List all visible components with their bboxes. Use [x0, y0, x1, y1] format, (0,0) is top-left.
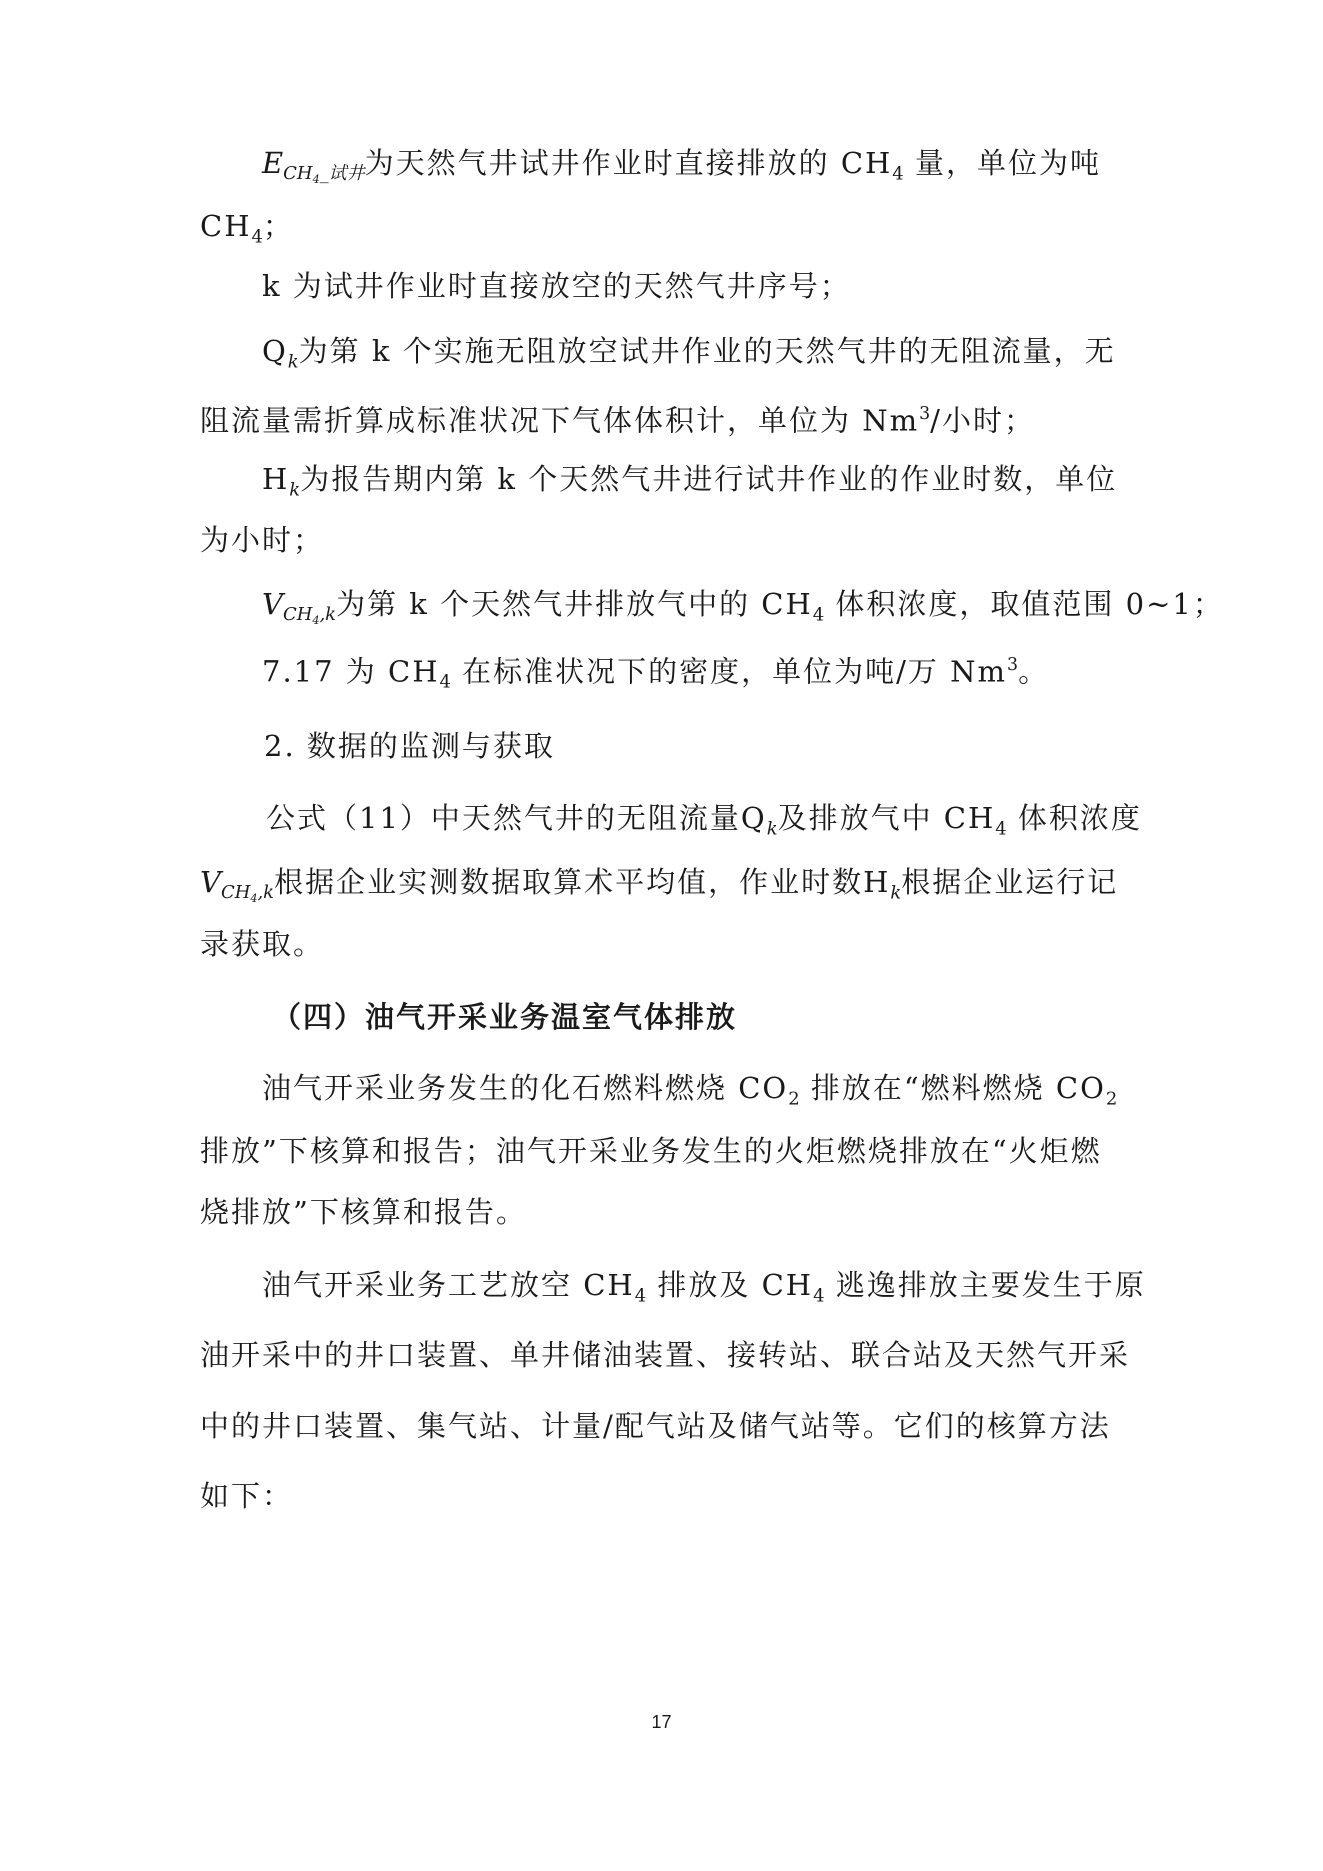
- text: 根据企业运行记: [901, 865, 1119, 899]
- text: 逃逸排放主要发生于原: [824, 1268, 1146, 1302]
- definition-e-ch4: [262, 143, 1101, 200]
- text: 油气开采业务工艺放空 CH: [262, 1268, 635, 1302]
- section2-paragraph-line-2: [200, 862, 1118, 919]
- section2-paragraph-line-1: [266, 798, 1142, 849]
- sub-4: 4: [439, 671, 451, 693]
- section4-p2-line-2: [200, 1335, 1130, 1375]
- section4-p2-line-3: [200, 1406, 1111, 1446]
- definition-density: [262, 645, 1049, 703]
- definition-text: 为第 k 个天然气井排放气中的 CH: [336, 587, 813, 621]
- text: 根据企业实测数据取算术平均值，作业时数H: [274, 865, 891, 899]
- heading-text: （四）油气开采业务温室气体排放: [272, 1000, 738, 1034]
- text: 阻流量需折算成标准状况下气体体积计，单位为 Nm: [200, 403, 920, 438]
- var-v: V: [262, 587, 283, 621]
- sub-4: 4: [634, 1285, 647, 1307]
- sub-4: 4: [892, 163, 904, 185]
- section-heading-2: [264, 726, 555, 766]
- definition-e-ch4-cont: [200, 206, 294, 257]
- page-number: 17: [651, 1712, 672, 1732]
- text: 在标准状况下的密度，单位为吨/万 Nm: [450, 654, 1008, 689]
- sub-shijing: _试井: [319, 163, 365, 185]
- text: 。: [1018, 654, 1050, 689]
- text: 体积浓度: [1006, 801, 1142, 835]
- definition-text: 为天然气井试井作业时直接排放的 CH: [364, 146, 893, 180]
- sub-ch: CH: [282, 604, 313, 626]
- definition-q: [262, 331, 1116, 382]
- sub-ch: CH: [220, 882, 251, 904]
- text: 公式（11）中天然气井的无阻流量Q: [266, 801, 767, 835]
- var-q: Q: [262, 334, 288, 368]
- definition-text: 为报告期内第 k 个天然气井进行试井作业的作业时数，单位: [300, 462, 1118, 496]
- section4-p2-line-1: [262, 1265, 1146, 1316]
- sub-k: ,k: [319, 604, 337, 626]
- text: 烧排放”下核算和报告。: [200, 1195, 527, 1229]
- sub-2: 2: [1105, 1088, 1118, 1110]
- section4-p1-line-2: [200, 1131, 1102, 1171]
- definition-h-cont: [200, 520, 324, 560]
- sub-k: ,k: [257, 882, 275, 904]
- var-v: V: [200, 865, 221, 899]
- heading-text: 2. 数据的监测与获取: [264, 729, 555, 763]
- section4-p2-line-4: [200, 1476, 293, 1516]
- definition-text: 体积浓度，取值范围 0~1；: [824, 587, 1224, 621]
- definition-q-cont: [200, 394, 1035, 440]
- sub-k: k: [287, 351, 299, 373]
- section-heading-4: [272, 997, 737, 1037]
- sub-4: 4: [812, 604, 825, 626]
- text: 及排放气中 CH: [777, 801, 996, 835]
- text: 排放及 CH: [646, 1268, 814, 1302]
- sub-k: k: [766, 818, 778, 840]
- sub-4: 4: [250, 892, 258, 906]
- text: 油开采中的井口装置、单井储油装置、接转站、联合站及天然气开采: [200, 1338, 1131, 1372]
- section4-p1-line-3: [200, 1192, 527, 1232]
- text: ；: [262, 209, 294, 243]
- sub-2: 2: [788, 1088, 800, 1110]
- text: 中的井口装置、集气站、计量/配气站及储气站等。它们的核算方法: [200, 1409, 1111, 1443]
- text: CH: [200, 209, 252, 243]
- text: /小时；: [930, 403, 1035, 438]
- definition-text: 为第 k 个实施无阻放空试井作业的天然气井的无阻流量，无: [298, 334, 1116, 368]
- sub-4: 4: [813, 1285, 825, 1307]
- var-h: H: [262, 462, 290, 496]
- text: 排放”下核算和报告；油气开采业务发生的火炬燃烧排放在“火炬燃: [200, 1134, 1102, 1168]
- sub-k: k: [890, 882, 902, 904]
- definition-h: [262, 459, 1117, 510]
- section4-p1-line-1: [262, 1068, 1117, 1119]
- sub-k: k: [289, 479, 301, 501]
- sup-3: 3: [919, 404, 931, 424]
- section2-paragraph-line-3: [200, 924, 324, 964]
- definition-text: 量，单位为吨: [903, 146, 1101, 180]
- text: 7.17 为 CH: [262, 654, 440, 689]
- sub-ch: CH: [283, 163, 313, 185]
- sup-3: 3: [1007, 655, 1019, 675]
- text: 为小时；: [200, 523, 325, 557]
- sub-4: 4: [312, 614, 320, 628]
- sub-4: 4: [995, 818, 1007, 840]
- sub-4: 4: [312, 173, 320, 187]
- text: 如下：: [200, 1479, 294, 1513]
- definition-text: k 为试井作业时直接放空的天然气井序号；: [262, 269, 851, 303]
- text: 油气开采业务发生的化石燃料燃烧 CO: [262, 1071, 789, 1105]
- definition-v: [262, 584, 1224, 641]
- var-e: E: [262, 146, 284, 180]
- text: 排放在“燃料燃烧 CO: [799, 1071, 1106, 1105]
- definition-k: [262, 266, 851, 306]
- text: 录获取。: [200, 927, 325, 961]
- sub-4: 4: [251, 226, 263, 248]
